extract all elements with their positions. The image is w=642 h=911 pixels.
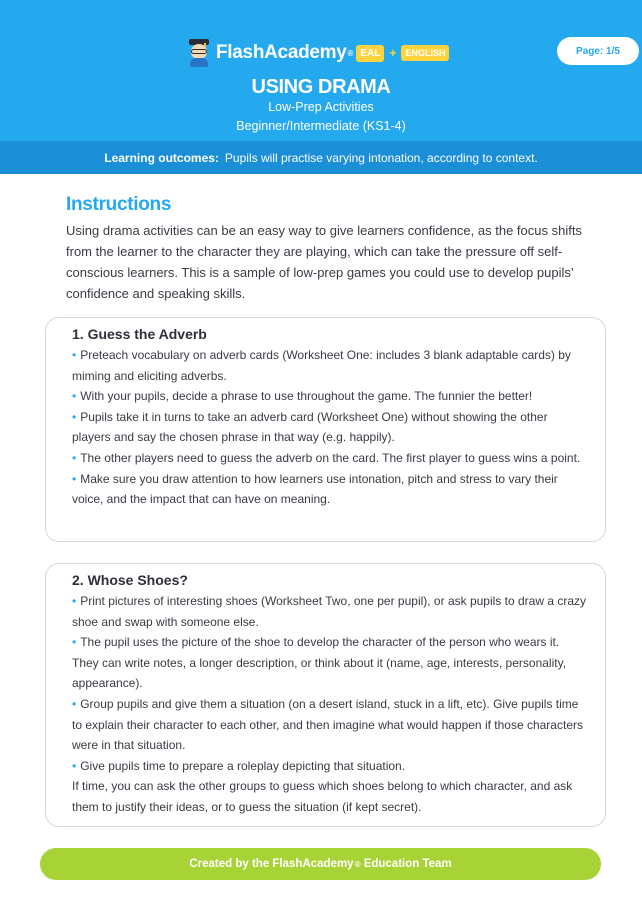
list-item-extra: If time, you can ask the other groups to guess which shoes belong to which character, and ask them to justify their ideas, or to guess the situation (if kept secret). [72,779,573,814]
graduate-mascot-icon [188,39,210,67]
footer-text: Created by the FlashAcademy [189,858,354,870]
plus-sign: + [389,46,397,60]
bullet-icon: • [72,696,77,711]
list-item: • Group pupils and give them a situation (on a desert island, stuck in a lift, etc). Give pupils time to explain their character to each other, and then imagine what would happen if those characters were in that situation. [72,696,583,753]
list-item: • Make sure you draw attention to how learners use intonation, pitch and stress to vary their voice, and the impact that can have on meaning. [72,471,558,507]
page-header [0,0,642,141]
list-item: • Preteach vocabulary on adverb cards (Worksheet One: includes 3 blank adaptable cards) by miming and eliciting adverbs. [72,348,571,383]
activity-card-guess-the-adverb [45,317,606,542]
registered-mark: ® [347,48,354,58]
learning-outcomes-bar [0,141,642,174]
bullet-icon: • [72,450,77,465]
instructions-heading: Instructions [66,194,172,215]
activity-list [72,591,587,818]
bullet-icon: • [72,758,77,773]
level-label: Beginner/Intermediate (KS1-4) [236,119,406,133]
bullet-icon: • [72,409,77,424]
instructions-body: Using drama activities can be an easy way to give learners confidence, as the focus shifts from the learner to the character they are playing, which can take the pressure off self-conscious learners. This is a sample of low-prep games you could use to develop pupils’ confidence and speaking skills. [66,223,582,301]
footer-credit [40,848,601,880]
activity-card-whose-shoes [45,563,606,827]
footer-registered-mark: ® [354,859,361,869]
page-subtitle: Low-Prep Activities [268,100,374,114]
list-item: • With your pupils, decide a phrase to use throughout the game. The funnier the better! [72,389,533,404]
activity-heading: 2. Whose Shoes? [72,572,188,588]
list-item: • Pupils take it in turns to take an adverb card (Worksheet One) without showing the other players and say the chosen phrase in that way (e.g. happily). [72,409,548,445]
eal-tag: EAL [356,45,384,62]
page-indicator: Page: 1/5 [557,37,639,65]
list-item: • Give pupils time to prepare a roleplay depicting that situation. [72,758,406,773]
bullet-icon: • [72,389,77,404]
bullet-icon: • [72,348,77,362]
bullet-icon: • [72,635,77,650]
activity-heading: 1. Guess the Adverb [72,326,207,342]
activity-list [72,345,587,510]
footer-text-end: Education Team [360,858,452,870]
brand-name: FlashAcademy [216,42,347,63]
list-item: • Print pictures of interesting shoes (Worksheet Two, one per pupil), or ask pupils to draw a crazy shoe and swap with someone else. [72,594,586,629]
bullet-icon: • [72,471,77,486]
list-item: • The other players need to guess the adverb on the card. The first player to guess wins a point. [72,450,581,465]
english-tag: ENGLISH [401,45,449,61]
learning-outcomes-label: Learning outcomes: [104,150,219,165]
page-title: USING DRAMA [251,76,391,98]
learning-outcomes-text: Pupils will practise varying intonation, according to context. [224,150,538,165]
bullet-icon: • [72,594,77,608]
list-item: • The pupil uses the picture of the shoe to develop the character of the person who wears it. They can write notes, a longer description, or think about it (name, age, interests, personality, appearance). [72,635,567,691]
flashacademy-logo [188,38,449,68]
